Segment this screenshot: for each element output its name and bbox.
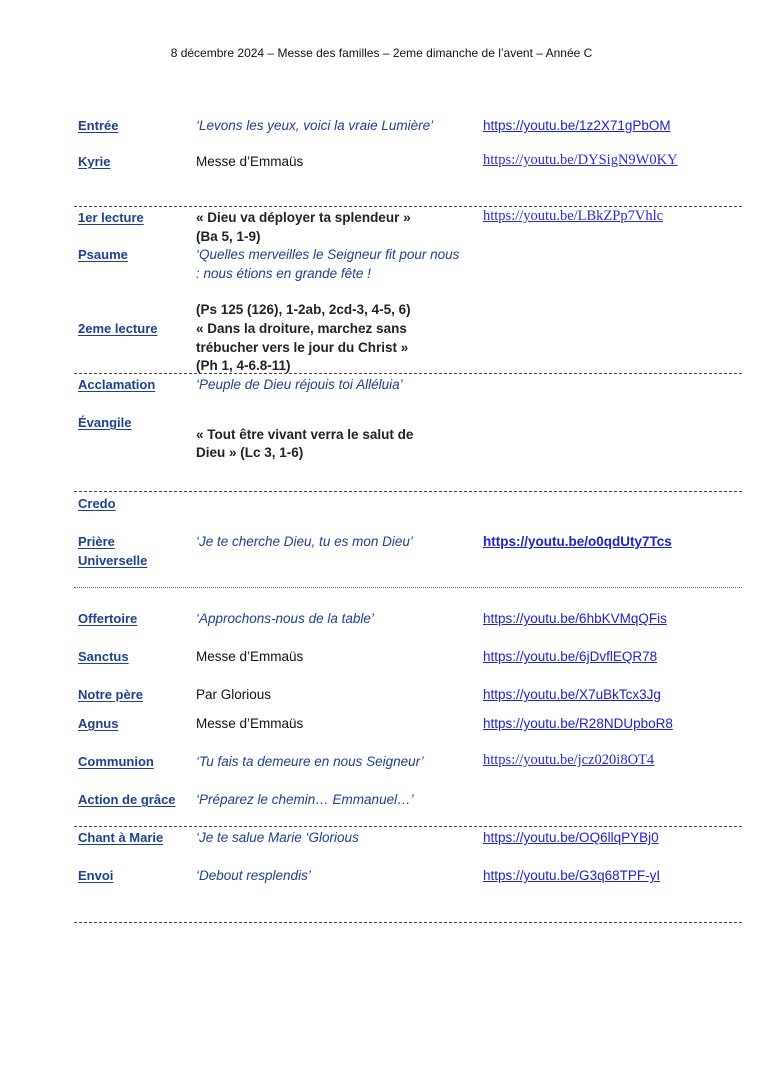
- reading-title-lecture1: « Dieu va déployer ta splendeur »: [196, 210, 411, 225]
- song-title-psaume-line2: : nous étions en grande fête !: [196, 266, 371, 281]
- video-link-kyrie[interactable]: https://youtu.be/DYSigN9W0KY: [483, 152, 678, 168]
- section-label-priere-line2: Universelle: [78, 553, 148, 568]
- song-title-communion: ‘Tu fais ta demeure en nous Seigneur’: [196, 754, 424, 769]
- video-link-communion[interactable]: https://youtu.be/jcz020i8OT4: [483, 752, 655, 768]
- separator-line: [74, 587, 742, 588]
- reading-title-evangile-line2: Dieu » (Lc 3, 1-6): [196, 445, 304, 460]
- section-label-notrepere: Notre père: [78, 687, 144, 702]
- reading-title-lecture2-line2: trébucher vers le jour du Christ »: [196, 340, 409, 355]
- song-title-kyrie: Messe d’Emmaüs: [196, 154, 304, 169]
- section-label-communion: Communion: [78, 754, 154, 769]
- section-label-kyrie: Kyrie: [78, 154, 111, 169]
- song-title-notrepere: Par Glorious: [196, 687, 272, 702]
- section-label-psaume: Psaume: [78, 247, 128, 262]
- section-label-entree: Entrée: [78, 118, 119, 133]
- section-label-acclamation: Acclamation: [78, 377, 156, 392]
- song-title-offertoire: ‘Approchons-nous de la table’: [196, 611, 374, 626]
- song-title-entree: ‘Levons les yeux, voici la vraie Lumière’: [196, 118, 434, 133]
- video-link-envoi[interactable]: https://youtu.be/G3q68TPF-yI: [483, 868, 661, 883]
- separator-line: [74, 491, 742, 492]
- section-label-envoi: Envoi: [78, 868, 114, 883]
- video-link-notrepere[interactable]: https://youtu.be/X7uBkTcx3Jg: [483, 687, 661, 702]
- video-link-entree[interactable]: https://youtu.be/1z2X71gPbOM: [483, 118, 671, 133]
- section-label-offertoire: Offertoire: [78, 611, 138, 626]
- page-header: 8 décembre 2024 – Messe des familles – 2eme dimanche de l’avent – Année C: [170, 46, 593, 60]
- section-label-marie: Chant à Marie: [78, 830, 164, 845]
- separator-line: [74, 826, 742, 827]
- song-title-envoi: ‘Debout resplendis’: [196, 868, 311, 883]
- video-link-lecture1[interactable]: https://youtu.be/LBkZPp7Vhlc: [483, 208, 664, 224]
- reading-title-evangile-line1: « Tout être vivant verra le salut de: [196, 427, 414, 442]
- section-label-sanctus: Sanctus: [78, 649, 129, 664]
- reading-ref-lecture2: (Ph 1, 4-6.8-11): [196, 358, 291, 373]
- song-title-psaume-line1: ‘Quelles merveilles le Seigneur fit pour nous: [196, 247, 460, 262]
- video-link-priere[interactable]: https://youtu.be/o0qdUty7Tcs: [483, 534, 672, 549]
- section-label-evangile: Évangile: [78, 415, 132, 430]
- reading-ref-psaume: (Ps 125 (126), 1-2ab, 2cd-3, 4-5, 6): [196, 302, 411, 317]
- reading-ref-lecture1: (Ba 5, 1-9): [196, 229, 261, 244]
- song-title-priere: ‘Je te cherche Dieu, tu es mon Dieu’: [196, 534, 413, 549]
- video-link-agnus[interactable]: https://youtu.be/R28NDUpboR8: [483, 716, 673, 731]
- section-label-lecture1: 1er lecture: [78, 210, 144, 225]
- song-title-action: ‘Préparez le chemin… Emmanuel…’: [196, 792, 414, 807]
- reading-title-lecture2-line1: « Dans la droiture, marchez sans: [196, 321, 407, 336]
- song-title-acclamation: ‘Peuple de Dieu réjouis toi Alléluia’: [196, 377, 403, 392]
- video-link-sanctus[interactable]: https://youtu.be/6jDvflEQR78: [483, 649, 658, 664]
- song-title-sanctus: Messe d’Emmaüs: [196, 649, 304, 664]
- section-label-priere-line1: Prière: [78, 534, 115, 549]
- section-label-agnus: Agnus: [78, 716, 119, 731]
- song-title-marie: ‘Je te salue Marie ‘Glorious: [196, 830, 359, 845]
- section-label-action: Action de grâce: [78, 792, 176, 807]
- separator-line: [74, 922, 742, 923]
- separator-line: [74, 373, 742, 374]
- song-title-agnus: Messe d’Emmaüs: [196, 716, 304, 731]
- video-link-offertoire[interactable]: https://youtu.be/6hbKVMqQFis: [483, 611, 667, 626]
- section-label-credo: Credo: [78, 496, 116, 511]
- section-label-lecture2: 2eme lecture: [78, 321, 158, 336]
- video-link-marie[interactable]: https://youtu.be/OQ6llqPYBj0: [483, 830, 659, 845]
